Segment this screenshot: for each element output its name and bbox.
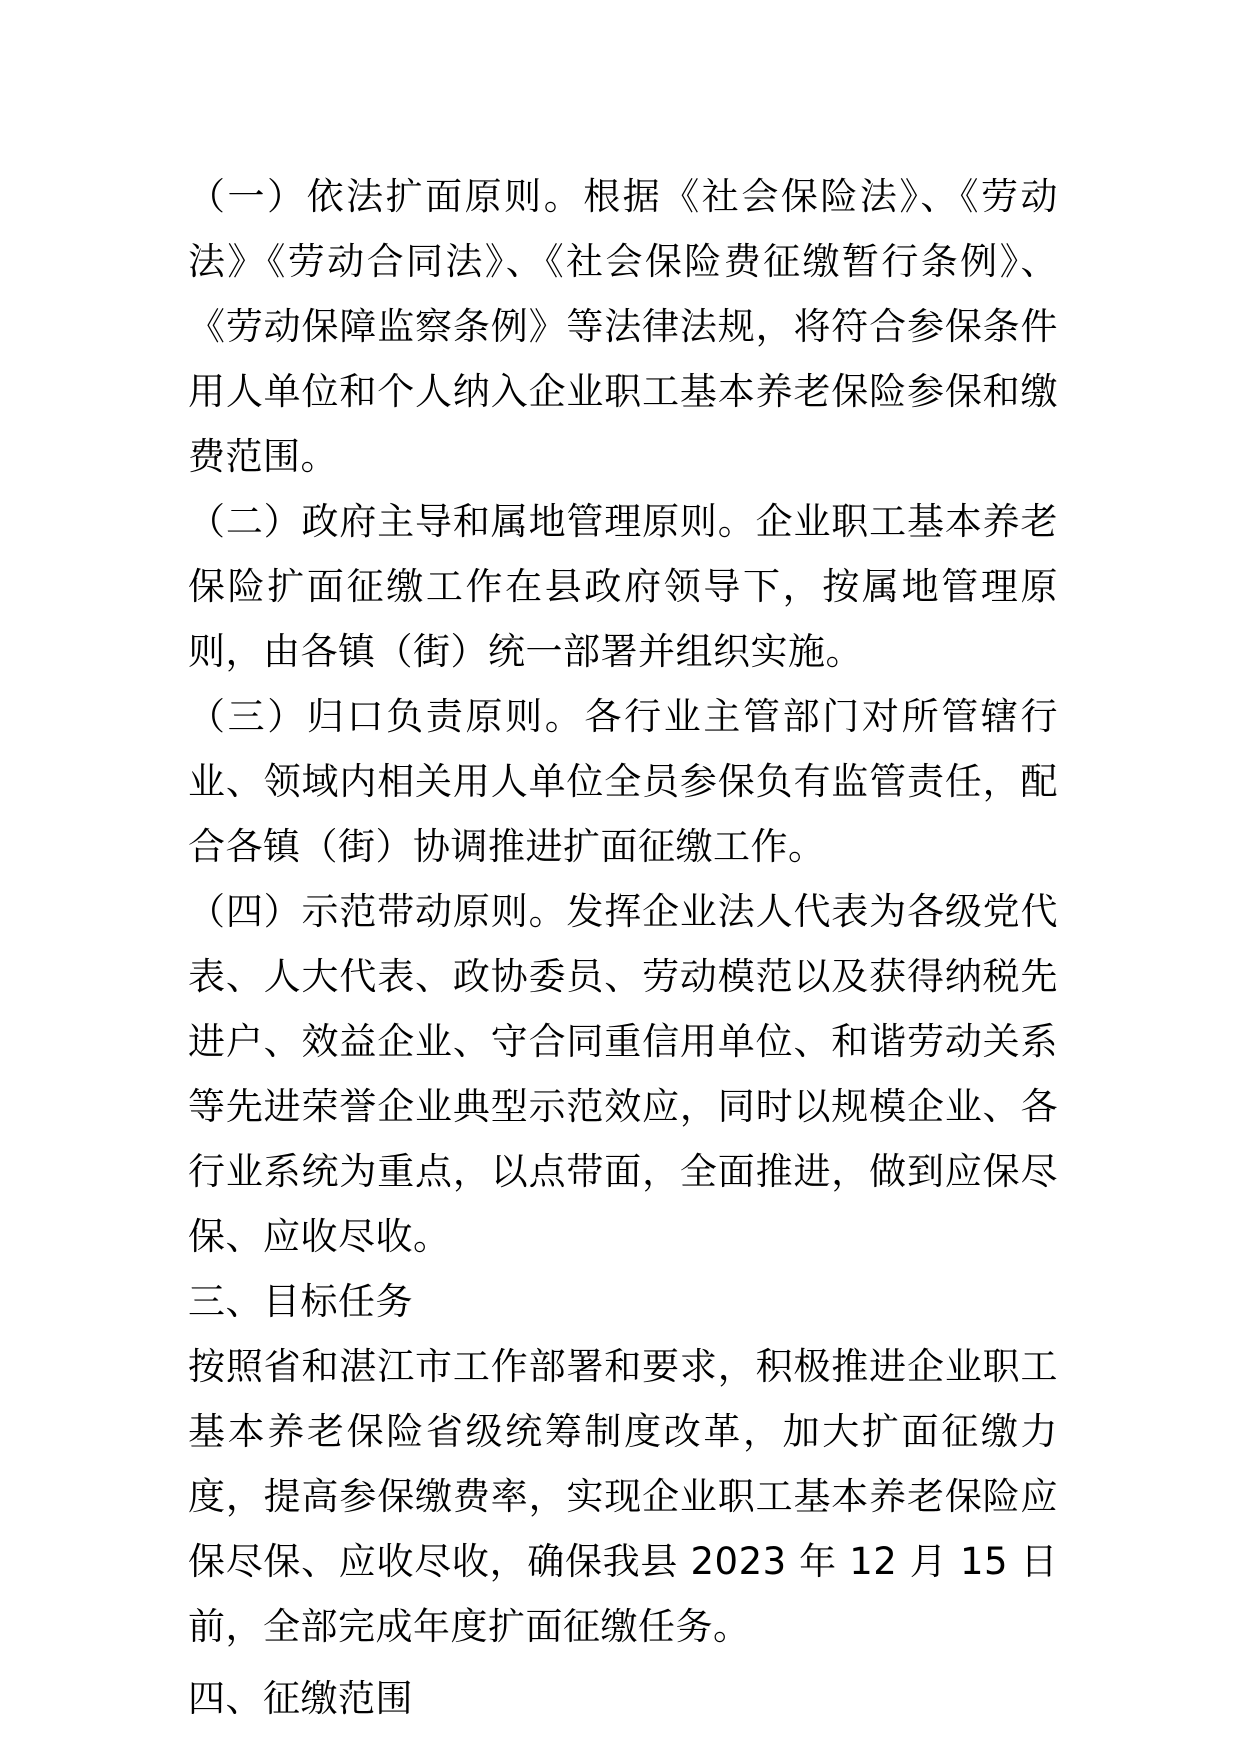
section-heading-scope: 四、征缴范围 (188, 1677, 413, 1720)
principle-paragraph-1: （一）依法扩面原则。根据《社会保险法》、《劳动法》《劳动合同法》、《社会保险费征缴暂行条例》、《劳动保障监察条例》等法律法规，将符合参保条件用人单位和个人纳入企业职工基本养老保险参保和缴费范围。 (188, 175, 1058, 478)
principle-paragraph-3: （三）归口负责原则。各行业主管部门对所管辖行业、领域内相关用人单位全员参保负有监管责任，配合各镇（街）协调推进扩面征缴工作。 (188, 695, 1058, 868)
section-heading-targets: 三、目标任务 (188, 1280, 413, 1323)
targets-paragraph: 按照省和湛江市工作部署和要求，积极推进企业职工基本养老保险省级统筹制度改革，加大扩面征缴力度，提高参保缴费率，实现企业职工基本养老保险应保尽保、应收尽收，确保我县 2023 年 12 月 15 日前，全部完成年度扩面征缴任务。 (188, 1345, 1058, 1648)
principle-paragraph-2: （二）政府主导和属地管理原则。企业职工基本养老保险扩面征缴工作在县政府领导下，按属地管理原则，由各镇（街）统一部署并组织实施。 (188, 500, 1058, 673)
document-page (188, 164, 1058, 1731)
principle-paragraph-4: （四）示范带动原则。发挥企业法人代表为各级党代表、人大代表、政协委员、劳动模范以及获得纳税先进户、效益企业、守合同重信用单位、和谐劳动关系等先进荣誉企业典型示范效应，同时以规模企业、各行业系统为重点，以点带面，全面推进，做到应保尽保、应收尽收。 (188, 890, 1058, 1258)
